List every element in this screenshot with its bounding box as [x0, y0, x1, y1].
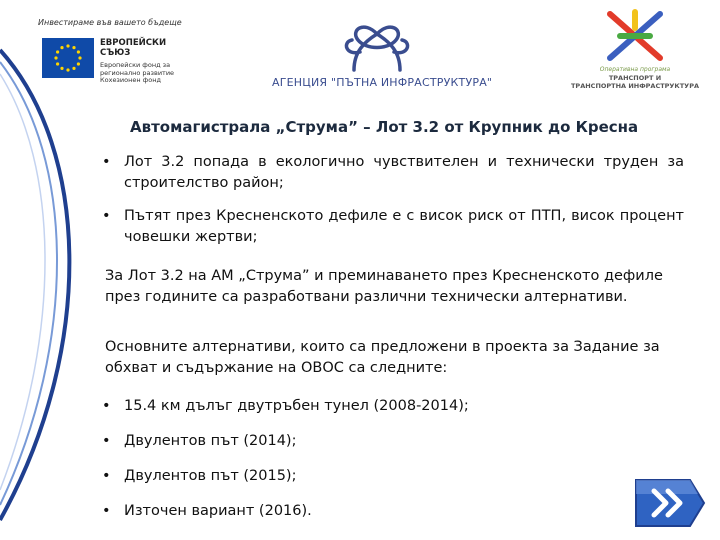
- eu-flag-icon: [42, 38, 94, 78]
- op-transport-logo: [565, 6, 705, 96]
- paragraph-main-alternatives: Основните алтернативи, които са предложени в проекта за Задание за обхват и съдържание на ОВОС са следните:: [105, 339, 660, 376]
- paragraph-lot-alternatives: За Лот 3.2 на АМ „Струма” и преминаването през Кресненското дефиле през годините са разработвани различни технически алтернативи.: [105, 268, 663, 305]
- bullet-icon: •: [102, 154, 111, 170]
- alternative-item: [98, 501, 658, 522]
- eu-logo: [38, 18, 208, 88]
- eu-subtitle: Европейски фонд за регионално развитие Кохезионен фонд: [100, 61, 175, 84]
- next-slide-button[interactable]: [628, 476, 708, 530]
- alternative-item: [98, 431, 658, 452]
- bullet-icon: •: [102, 433, 111, 449]
- bullet-icon: •: [102, 398, 111, 414]
- double-chevron-right-icon: [628, 476, 708, 530]
- alternative-text: Двулентов път (2015);: [124, 468, 297, 484]
- agency-logo: [262, 12, 492, 96]
- bullet-icon: •: [102, 503, 111, 519]
- bullet-icon: •: [102, 208, 111, 224]
- bullet-icon: •: [102, 468, 111, 484]
- alternative-text: 15.4 км дълъг двутръбен тунел (2008-2014);: [124, 398, 469, 414]
- eu-tagline: Инвестираме във вашето бъдеще: [38, 18, 182, 27]
- agency-name: АГЕНЦИЯ "ПЪТНА ИНФРАСТРУКТУРА": [272, 76, 493, 89]
- alternatives-list: [98, 396, 658, 536]
- bullet-item: [98, 152, 684, 194]
- alternative-item: [98, 396, 658, 417]
- alternative-text: Двулентов път (2014);: [124, 433, 297, 449]
- alternative-item: [98, 466, 658, 487]
- alternative-text: Източен вариант (2016).: [124, 503, 312, 519]
- bullet-item: [98, 206, 684, 248]
- bullet-list: [98, 152, 684, 260]
- op-transport-emblem-icon: [565, 6, 705, 66]
- bullet-text: Лот 3.2 попада в екологично чувствителен и технически труден за строителство район;: [124, 154, 684, 191]
- op-transport-text: Оперативна програма ТРАНСПОРТ И ТРАНСПОРТНА ИНФРАСТРУКТУРА: [571, 66, 699, 90]
- agency-emblem-icon: [262, 12, 492, 76]
- slide-title: Автомагистрала „Струма” – Лот 3.2 от Крупник до Кресна: [130, 118, 639, 136]
- eu-title: ЕВРОПЕЙСКИ СЪЮЗ: [100, 38, 167, 58]
- bullet-text: Пътят през Кресненското дефиле е с висок риск от ПТП, висок процент човешки жертви;: [124, 208, 684, 245]
